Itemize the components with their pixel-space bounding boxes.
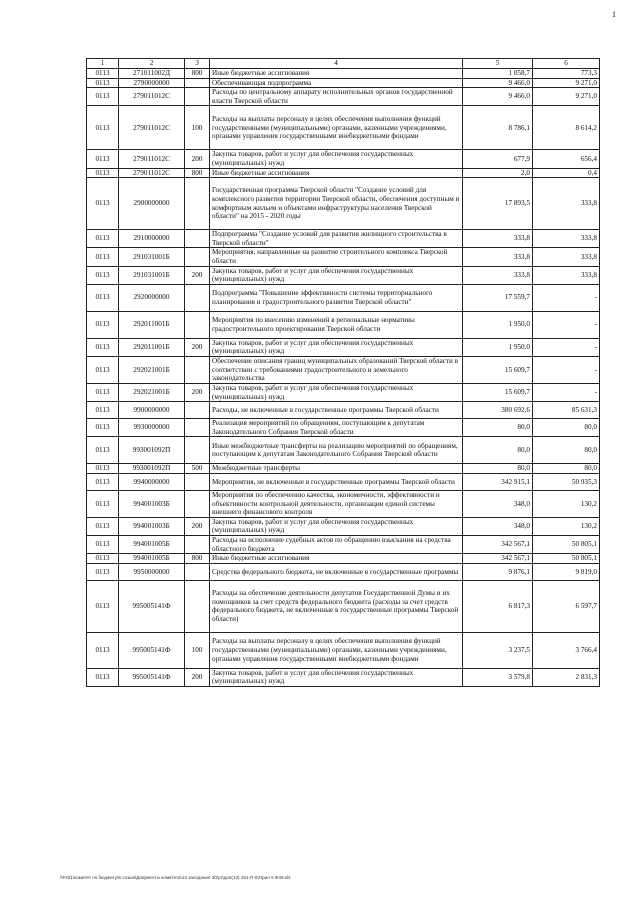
- amount-col6-cell: 773,3: [533, 69, 600, 79]
- amount-col5-cell: 17 893,5: [463, 178, 533, 230]
- expense-type-cell: 800: [185, 69, 210, 79]
- amount-col5-cell: 9 466,0: [463, 78, 533, 88]
- amount-col6-cell: 9 271,0: [533, 88, 600, 106]
- amount-col5-cell: 9 876,1: [463, 563, 533, 580]
- amount-col5-cell: 380 692,6: [463, 402, 533, 419]
- table-row: [87, 473, 600, 490]
- section-code-cell: 0113: [87, 230, 119, 248]
- section-code-cell: 0113: [87, 563, 119, 580]
- target-code-cell: 995005141Ф: [119, 668, 185, 686]
- section-code-cell: 0113: [87, 473, 119, 490]
- expense-type-cell: [185, 311, 210, 338]
- amount-col5-cell: 348,0: [463, 490, 533, 517]
- expense-type-cell: 800: [185, 168, 210, 178]
- amount-col5-cell: 333,8: [463, 266, 533, 284]
- table-row: [87, 88, 600, 106]
- section-code-cell: 0113: [87, 517, 119, 535]
- target-code-cell: 2910000000: [119, 230, 185, 248]
- amount-col6-cell: 656,4: [533, 150, 600, 168]
- amount-col5-cell: 80,0: [463, 437, 533, 464]
- expense-type-cell: 200: [185, 338, 210, 356]
- section-code-cell: 0113: [87, 248, 119, 266]
- column-header: 1: [87, 59, 119, 69]
- budget-table: [86, 58, 600, 687]
- table-row: [87, 311, 600, 338]
- section-code-cell: 0113: [87, 402, 119, 419]
- amount-col5-cell: 15 609,7: [463, 356, 533, 383]
- description-cell: Расходы на обеспечение деятельности депутатов Государственной Думы и их помощников за счет средств федерального бюджета (расходы за счет средств федерального бюджета, не включенные в государственные программы Тверской области): [210, 580, 463, 632]
- target-code-cell: 993001092П: [119, 464, 185, 474]
- expense-type-cell: [185, 88, 210, 106]
- section-code-cell: 0113: [87, 668, 119, 686]
- description-cell: Государственная программа Тверской области "Создание условий для комплексного развития территории Тверской области, обеспечения доступным и комфортным жильем и объектами инфраструктуры населения Тверской области" на 2015 - 2020 годы: [210, 178, 463, 230]
- section-code-cell: 0113: [87, 554, 119, 564]
- page-number: 1: [612, 10, 616, 19]
- description-cell: Закупка товаров, работ и услуг для обеспечения государственных (муниципальных) нужд: [210, 150, 463, 168]
- expense-type-cell: [185, 248, 210, 266]
- section-code-cell: 0113: [87, 88, 119, 106]
- table-row: [87, 150, 600, 168]
- description-cell: Расходы на выплаты персоналу в целях обеспечения выполнения функций государственными (муниципальными) органами, казенными учреждениями, органами управления государственными внебюджетными фондами: [210, 106, 463, 150]
- amount-col5-cell: 17 559,7: [463, 284, 533, 311]
- description-cell: Обеспечивающая подпрограмма: [210, 78, 463, 88]
- target-code-cell: 292021001Б: [119, 356, 185, 383]
- amount-col6-cell: 333,8: [533, 178, 600, 230]
- description-cell: Иные бюджетные ассигнования: [210, 554, 463, 564]
- table-row: [87, 419, 600, 437]
- target-code-cell: 994001005Б: [119, 554, 185, 564]
- amount-col5-cell: 677,9: [463, 150, 533, 168]
- amount-col5-cell: 2,0: [463, 168, 533, 178]
- amount-col6-cell: -: [533, 338, 600, 356]
- section-code-cell: 0113: [87, 383, 119, 401]
- expense-type-cell: 100: [185, 106, 210, 150]
- amount-col6-cell: 50 935,3: [533, 473, 600, 490]
- expense-type-cell: 500: [185, 464, 210, 474]
- target-code-cell: 995005141Ф: [119, 580, 185, 632]
- expense-type-cell: [185, 563, 210, 580]
- table-row: [87, 69, 600, 79]
- section-code-cell: 0113: [87, 536, 119, 554]
- description-cell: Закупка товаров, работ и услуг для обеспечения государственных (муниципальных) нужд: [210, 266, 463, 284]
- target-code-cell: 2920000000: [119, 284, 185, 311]
- amount-col5-cell: 348,0: [463, 517, 533, 535]
- expense-type-cell: [185, 473, 210, 490]
- target-code-cell: 994001003Б: [119, 490, 185, 517]
- amount-col6-cell: 85 631,3: [533, 402, 600, 419]
- description-cell: Расходы на исполнение судебных актов по обращению взыскания на средства областного бюджета: [210, 536, 463, 554]
- amount-col6-cell: 333,8: [533, 230, 600, 248]
- description-cell: Обеспечение описания границ муниципальных образований Тверской области в соответствии с требованиями градостроительного и земельного законодательства: [210, 356, 463, 383]
- amount-col6-cell: 8 614,2: [533, 106, 600, 150]
- description-cell: Закупка товаров, работ и услуг для обеспечения государственных (муниципальных) нужд: [210, 383, 463, 401]
- amount-col5-cell: 80,0: [463, 419, 533, 437]
- amount-col6-cell: 130,2: [533, 490, 600, 517]
- target-code-cell: 9930000000: [119, 419, 185, 437]
- column-header: 3: [185, 59, 210, 69]
- amount-col5-cell: 3 237,5: [463, 632, 533, 668]
- expense-type-cell: [185, 78, 210, 88]
- target-code-cell: 2790000000: [119, 78, 185, 88]
- amount-col6-cell: 50 805,1: [533, 536, 600, 554]
- description-cell: Мероприятия по обеспечению качества, экономичности, эффективности и объективности контрольной деятельности, организации единой системы внешнего финансового контроля: [210, 490, 463, 517]
- amount-col6-cell: -: [533, 284, 600, 311]
- table-row: [87, 517, 600, 535]
- amount-col5-cell: 342 567,1: [463, 536, 533, 554]
- description-cell: Иные бюджетные ассигнования: [210, 69, 463, 79]
- expense-type-cell: 200: [185, 517, 210, 535]
- target-code-cell: 291031001Б: [119, 266, 185, 284]
- amount-col6-cell: 6 597,7: [533, 580, 600, 632]
- description-cell: Межбюджетные трансферты: [210, 464, 463, 474]
- amount-col5-cell: 333,8: [463, 248, 533, 266]
- target-code-cell: 9900000000: [119, 402, 185, 419]
- section-code-cell: 0113: [87, 78, 119, 88]
- amount-col5-cell: 15 609,7: [463, 383, 533, 401]
- table-row: [87, 356, 600, 383]
- table-row: [87, 106, 600, 150]
- table-row: [87, 402, 600, 419]
- target-code-cell: 279011012С: [119, 88, 185, 106]
- amount-col6-cell: 80,0: [533, 464, 600, 474]
- amount-col6-cell: 333,8: [533, 248, 600, 266]
- expense-type-cell: 200: [185, 150, 210, 168]
- amount-col5-cell: 8 786,1: [463, 106, 533, 150]
- description-cell: Мероприятия по внесению изменений в региональные нормативы градостроительного проектирования Тверской области: [210, 311, 463, 338]
- target-code-cell: 9950000000: [119, 563, 185, 580]
- target-code-cell: 994001003Б: [119, 517, 185, 535]
- column-header: 6: [533, 59, 600, 69]
- table-row: [87, 580, 600, 632]
- expense-type-cell: 200: [185, 383, 210, 401]
- section-code-cell: 0113: [87, 150, 119, 168]
- section-code-cell: 0113: [87, 419, 119, 437]
- expense-type-cell: [185, 580, 210, 632]
- description-cell: Реализация мероприятий по обращениям, поступающим к депутатам Законодательного Собрания Тверской области: [210, 419, 463, 437]
- description-cell: Иные бюджетные ассигнования: [210, 168, 463, 178]
- amount-col6-cell: 50 805,1: [533, 554, 600, 564]
- table-header-row: [87, 59, 600, 69]
- table-row: [87, 632, 600, 668]
- target-code-cell: 271011002Д: [119, 69, 185, 79]
- target-code-cell: 993001092П: [119, 437, 185, 464]
- table-row: [87, 490, 600, 517]
- table-row: [87, 536, 600, 554]
- expense-type-cell: [185, 402, 210, 419]
- section-code-cell: 0113: [87, 106, 119, 150]
- expense-type-cell: [185, 490, 210, 517]
- amount-col5-cell: 1 950,0: [463, 311, 533, 338]
- amount-col6-cell: 80,0: [533, 419, 600, 437]
- target-code-cell: 279011012С: [119, 106, 185, 150]
- amount-col5-cell: 80,0: [463, 464, 533, 474]
- amount-col6-cell: 130,2: [533, 517, 600, 535]
- target-code-cell: 291031001Б: [119, 248, 185, 266]
- table-row: [87, 78, 600, 88]
- description-cell: Расходы на выплаты персоналу в целях обеспечения выполнения функций государственными (муниципальными) органами, казенными учреждениями, органами управления государственными внебюджетными фондами: [210, 632, 463, 668]
- table-row: [87, 554, 600, 564]
- description-cell: Расходы по центральному аппарату исполнительных органов государственной власти Тверской области: [210, 88, 463, 106]
- expense-type-cell: [185, 230, 210, 248]
- section-code-cell: 0113: [87, 69, 119, 79]
- description-cell: Расходы, не включенные в государственные программы Тверской области: [210, 402, 463, 419]
- amount-col5-cell: 342 915,1: [463, 473, 533, 490]
- amount-col6-cell: 80,0: [533, 437, 600, 464]
- description-cell: Подпрограмма "Повышение эффективности системы территориального планирования и градостроительного развития Тверской области": [210, 284, 463, 311]
- expense-type-cell: 100: [185, 632, 210, 668]
- description-cell: Закупка товаров, работ и услуг для обеспечения государственных (муниципальных) нужд: [210, 668, 463, 686]
- target-code-cell: 9940000000: [119, 473, 185, 490]
- section-code-cell: 0113: [87, 437, 119, 464]
- description-cell: Иные межбюджетные трансферты на реализацию мероприятий по обращениям, поступающим к депутатам Законодательного Собрания Тверской области: [210, 437, 463, 464]
- table-row: [87, 284, 600, 311]
- table-row: [87, 248, 600, 266]
- amount-col6-cell: 333,8: [533, 266, 600, 284]
- amount-col5-cell: 342 567,1: [463, 554, 533, 564]
- table-row: [87, 230, 600, 248]
- description-cell: Подпрограмма "Создание условий для развития жилищного строительства в Тверской области": [210, 230, 463, 248]
- column-header: 5: [463, 59, 533, 69]
- expense-type-cell: 800: [185, 554, 210, 564]
- description-cell: Мероприятия, не включенные в государственные программы Тверской области: [210, 473, 463, 490]
- amount-col6-cell: -: [533, 311, 600, 338]
- target-code-cell: 292011001Б: [119, 338, 185, 356]
- table-row: [87, 383, 600, 401]
- amount-col6-cell: 9 271,0: [533, 78, 600, 88]
- column-header: 2: [119, 59, 185, 69]
- amount-col5-cell: 1 950,0: [463, 338, 533, 356]
- section-code-cell: 0113: [87, 356, 119, 383]
- table-row: [87, 668, 600, 686]
- amount-col6-cell: -: [533, 383, 600, 401]
- amount-col5-cell: 3 579,8: [463, 668, 533, 686]
- expense-type-cell: [185, 356, 210, 383]
- table-row: [87, 464, 600, 474]
- target-code-cell: 2900000000: [119, 178, 185, 230]
- amount-col6-cell: 3 766,4: [533, 632, 600, 668]
- section-code-cell: 0113: [87, 490, 119, 517]
- section-code-cell: 0113: [87, 632, 119, 668]
- target-code-cell: 995005141Ф: [119, 632, 185, 668]
- target-code-cell: 279011012С: [119, 168, 185, 178]
- table-row: [87, 266, 600, 284]
- column-header: 4: [210, 59, 463, 69]
- description-cell: Закупка товаров, работ и услуг для обеспечения государственных (муниципальных) нужд: [210, 517, 463, 535]
- section-code-cell: 0113: [87, 464, 119, 474]
- expense-type-cell: [185, 284, 210, 311]
- amount-col5-cell: 6 817,3: [463, 580, 533, 632]
- target-code-cell: 292011001Б: [119, 311, 185, 338]
- target-code-cell: 279011012С: [119, 150, 185, 168]
- table-row: [87, 563, 600, 580]
- expense-type-cell: [185, 178, 210, 230]
- expense-type-cell: 200: [185, 668, 210, 686]
- amount-col5-cell: 333,8: [463, 230, 533, 248]
- amount-col6-cell: 2 831,3: [533, 668, 600, 686]
- table-row: [87, 178, 600, 230]
- section-code-cell: 0113: [87, 338, 119, 356]
- section-code-cell: 0113: [87, 266, 119, 284]
- description-cell: Средства федерального бюджета, не включенные в государственные программы: [210, 563, 463, 580]
- section-code-cell: 0113: [87, 284, 119, 311]
- expense-type-cell: [185, 437, 210, 464]
- amount-col6-cell: -: [533, 356, 600, 383]
- target-code-cell: 994001005Б: [119, 536, 185, 554]
- table-row: [87, 168, 600, 178]
- amount-col5-cell: 1 058,7: [463, 69, 533, 79]
- file-path-footer: \\Fs01\комитет по бюджету\6 созыв\Документы комитета\13 заседание 30\рг\доп(13) 281-П-6\Прил 5 Ф49.xls: [60, 875, 291, 880]
- amount-col5-cell: 9 466,0: [463, 88, 533, 106]
- target-code-cell: 292021001Б: [119, 383, 185, 401]
- section-code-cell: 0113: [87, 178, 119, 230]
- section-code-cell: 0113: [87, 580, 119, 632]
- table-row: [87, 437, 600, 464]
- table-row: [87, 338, 600, 356]
- section-code-cell: 0113: [87, 311, 119, 338]
- section-code-cell: 0113: [87, 168, 119, 178]
- expense-type-cell: 200: [185, 266, 210, 284]
- amount-col6-cell: 9 819,0: [533, 563, 600, 580]
- expense-type-cell: [185, 419, 210, 437]
- expense-type-cell: [185, 536, 210, 554]
- description-cell: Мероприятия, направленные на развитие строительного комплекса Тверской области: [210, 248, 463, 266]
- amount-col6-cell: 0,4: [533, 168, 600, 178]
- description-cell: Закупка товаров, работ и услуг для обеспечения государственных (муниципальных) нужд: [210, 338, 463, 356]
